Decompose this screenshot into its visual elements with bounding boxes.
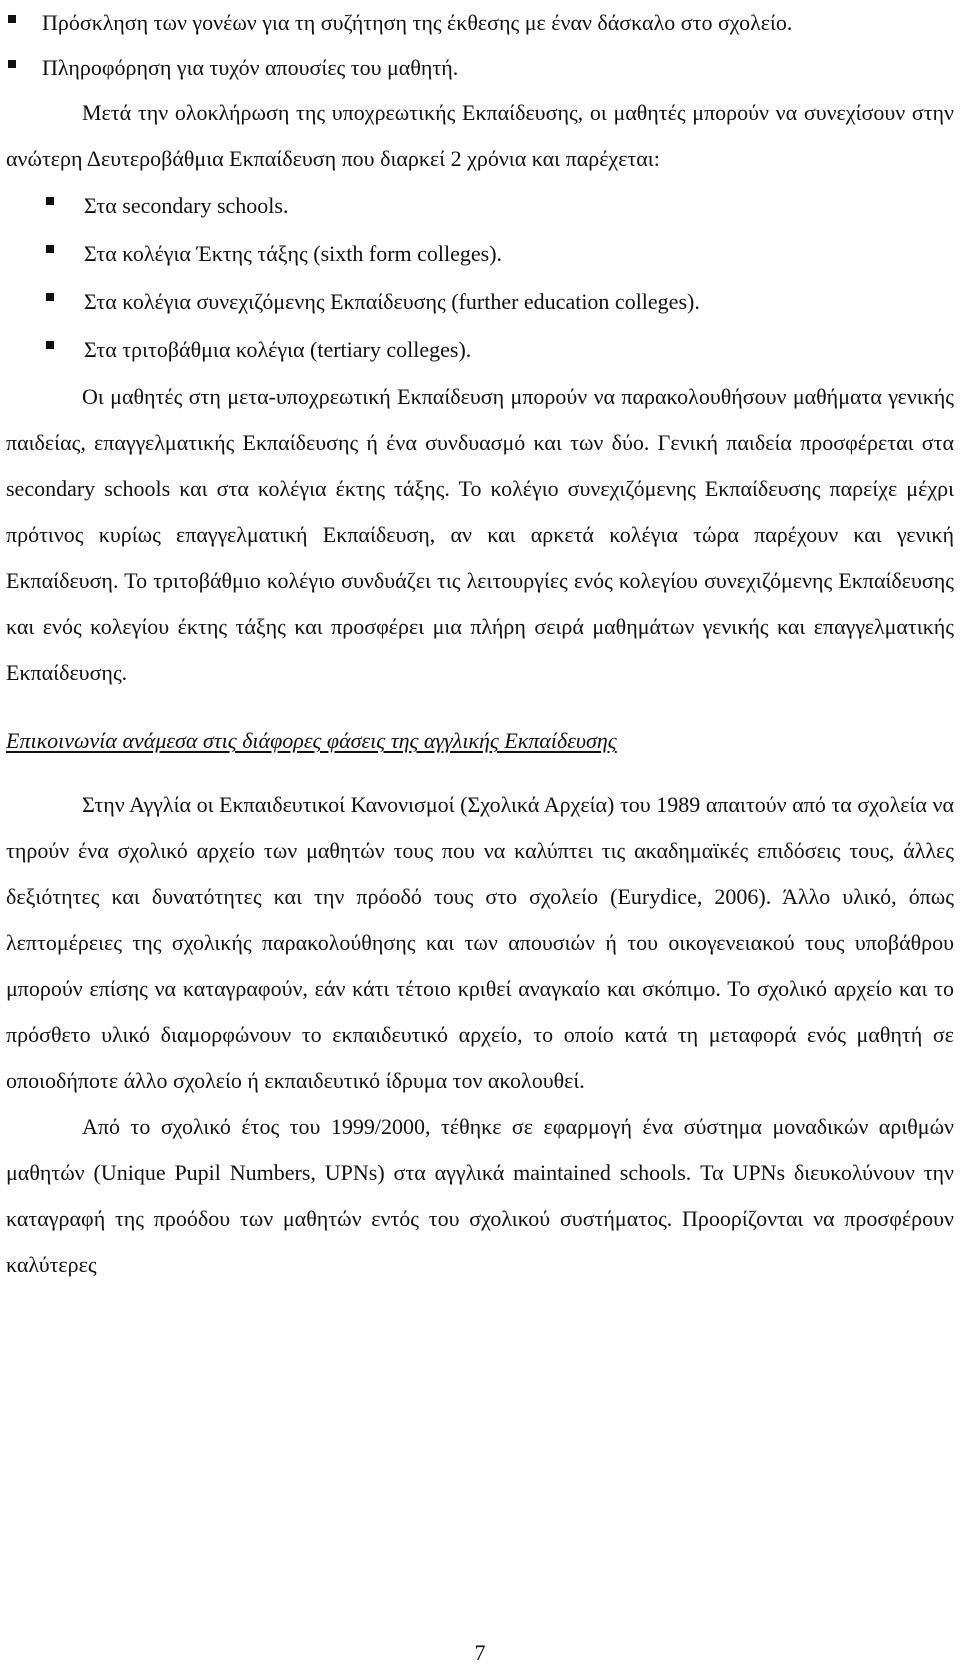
paragraph-upper-secondary: Μετά την ολοκλήρωση της υποχρεωτικής Εκπαίδευσης, οι μαθητές μπορούν να συνεχίσουν στην ανώτερη Δευτεροβάθμια Εκπαίδευση που διαρκεί 2 χρόνια και παρέχεται:: [6, 100, 954, 171]
list-item: [6, 326, 954, 374]
square-bullet-icon: [8, 15, 16, 23]
square-bullet-icon: [46, 293, 54, 301]
square-bullet-icon: [46, 245, 54, 253]
bullet-text: Πληροφόρηση για τυχόν απουσίες του μαθητή.: [42, 55, 459, 80]
list-item-text: Στα secondary schools.: [84, 193, 289, 218]
list-item-text: Στα κολέγια συνεχιζόμενης Εκπαίδευσης (further education colleges).: [84, 289, 700, 314]
paragraph-school-records: Στην Αγγλία οι Εκπαιδευτικοί Κανονισμοί (Σχολικά Αρχεία) του 1989 απαιτούν από τα σχολεία να τηρούν ένα σχολικό αρχείο των μαθητών τους που να καλύπτει τις ακαδημαϊκές επιδόσεις τους, άλλες δεξιότητες και δυνατότητες και την πρόοδό τους στο σχολείο (Eurydice, 2006). Άλλο υλικό, όπως λεπτομέρειες της σχολικής παρακολούθησης και των απουσιών ή του οικογενειακού τους υποβάθρου μπορούν επίσης να καταγραφούν, εάν κάτι τέτοιο κριθεί αναγκαίο και σκόπιμο. Το σχολικό αρχείο και το πρόσθετο υλικό διαμορφώνουν το εκπαιδευτικό αρχείο, το οποίο κατά τη μεταφορά ενός μαθητή σε οποιοδήποτε άλλο σχολείο ή εκπαιδευτικό ίδρυμα τον ακολουθεί.: [6, 792, 954, 1093]
list-item-text: Στα τριτοβάθμια κολέγια (tertiary colleges).: [84, 337, 472, 362]
section-heading: Επικοινωνία ανάμεσα στις διάφορες φάσεις της αγγλικής Εκπαίδευσης: [6, 728, 617, 753]
page-number: 7: [474, 1640, 486, 1665]
bullet-item: [6, 0, 954, 45]
list-item: [6, 278, 954, 326]
list-item-text: Στα κολέγια Έκτης τάξης (sixth form colleges).: [84, 241, 503, 266]
paragraph-post-compulsory: Οι μαθητές στη μετα-υποχρεωτική Εκπαίδευση μπορούν να παρακολουθήσουν μαθήματα γενικής παιδείας, επαγγελματικής Εκπαίδευσης ή ένα συνδυασμό και των δύο. Γενική παιδεία προσφέρεται στα secondary schools και στα κολέγια έκτης τάξης. Το κολέγιο συνεχιζόμενης Εκπαίδευσης παρείχε μέχρι πρότινος κυρίως επαγγελματική Εκπαίδευση, αν και αρκετά κολέγια τώρα παρέχουν και γενική Εκπαίδευση. Το τριτοβάθμιο κολέγιο συνδυάζει τις λειτουργίες ενός κολεγίου συνεχιζόμενης Εκπαίδευσης και ενός κολεγίου έκτης τάξης και προσφέρει μια πλήρη σειρά μαθημάτων γενικής και επαγγελματικής Εκπαίδευσης.: [6, 384, 954, 685]
square-bullet-icon: [8, 60, 16, 68]
list-item: [6, 230, 954, 278]
institution-list: [6, 182, 954, 374]
list-item: [6, 182, 954, 230]
square-bullet-icon: [46, 341, 54, 349]
square-bullet-icon: [46, 197, 54, 205]
paragraph-upn: Από το σχολικό έτος του 1999/2000, τέθηκε σε εφαρμογή ένα σύστημα μοναδικών αριθμών μαθητών (Unique Pupil Numbers, UPNs) στα αγγλικά maintained schools. Τα UPNs διευκολύνουν την καταγραφή της προόδου των μαθητών εντός του σχολικού συστήματος. Προορίζονται να προσφέρουν καλύτερες: [6, 1114, 954, 1277]
bullet-item: [6, 45, 954, 90]
bullet-text: Πρόσκληση των γονέων για τη συζήτηση της έκθεσης με έναν δάσκαλο στο σχολείο.: [42, 10, 793, 35]
